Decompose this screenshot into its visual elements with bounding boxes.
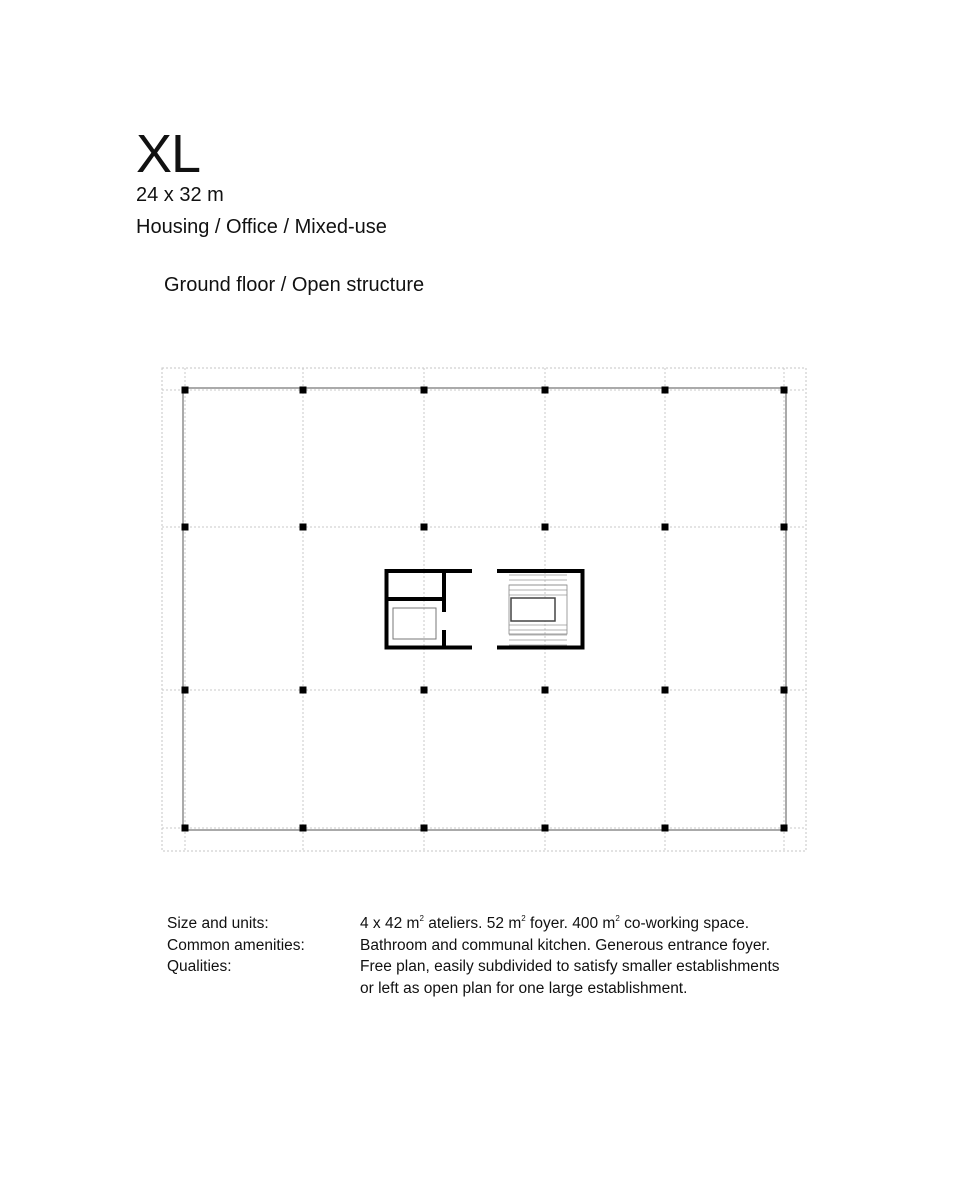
structural-column [542,524,549,531]
structural-column [182,387,189,394]
structural-column [300,524,307,531]
structural-column [781,825,788,832]
structural-column [182,825,189,832]
structural-column [421,687,428,694]
structural-column [300,387,307,394]
structural-column [662,524,669,531]
grid-boundary [162,368,806,851]
building-dimensions: 24 x 32 m [136,184,224,206]
structural-column [182,687,189,694]
structural-column [662,687,669,694]
stair-landing [511,598,555,621]
structural-column [421,825,428,832]
building-outline [183,388,786,830]
structural-column [781,524,788,531]
stair-core [497,571,583,648]
structural-column [421,387,428,394]
structural-column [300,687,307,694]
size-units-value: 4 x 42 $m^2$ ateliers. 52 $m^2$ foyer. 400 $m^2$ co-working space. [360,913,750,932]
building-uses: Housing / Office / Mixed-use [136,216,387,238]
structural-column [421,524,428,531]
structural-column [300,825,307,832]
structural-column [542,387,549,394]
qualities-label: Qualities: [167,958,232,975]
structural-column [182,524,189,531]
structural-column [542,687,549,694]
amenities-label: Common amenities: [167,936,305,954]
bathroom-core [386,571,472,648]
structural-gridlines [162,368,806,851]
structural-column [781,387,788,394]
lift-shaft [393,608,436,639]
floor-plan-caption: Ground floor / Open structure [164,274,425,296]
structural-column [542,825,549,832]
amenities-value: Bathroom and communal kitchen. Generous entrance foyer. [360,936,771,954]
size-units-label: Size and units: [167,915,269,932]
column-grid [182,387,788,832]
unit-information [167,913,830,999]
structural-column [662,825,669,832]
qualities-value: Free plan, easily subdivided to satisfy smaller establishments or left as open plan for one large establishment. [360,958,780,997]
building-type-title: XL [136,124,201,184]
structural-column [781,687,788,694]
structural-column [662,387,669,394]
